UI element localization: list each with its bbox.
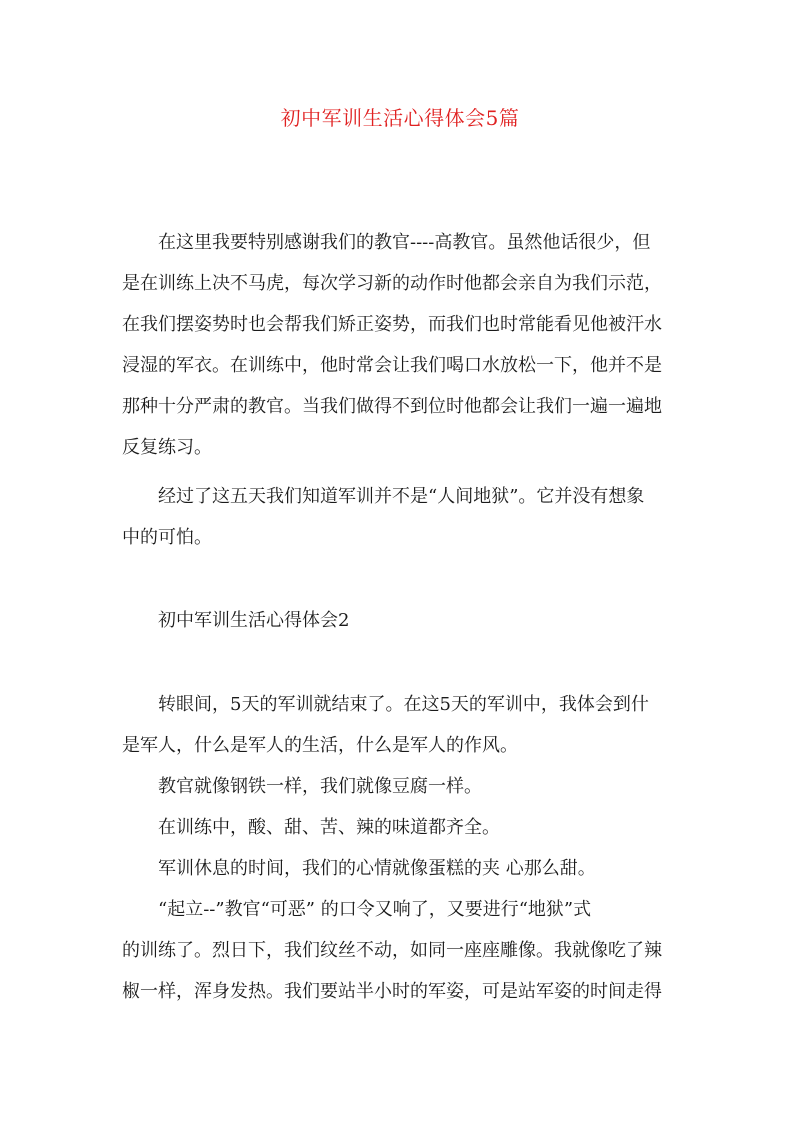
paragraph-1-line: 反复练习。 bbox=[122, 437, 212, 458]
paragraph-5-line: 在训练中，酸、甜、苦、辣的味道都齐全。 bbox=[158, 817, 500, 838]
paragraph-7-line: 椒一样，浑身发热。我们要站半小时的军姿，可是站军姿的时间走得 bbox=[122, 981, 662, 1002]
paragraph-1 bbox=[122, 222, 678, 468]
document-title: 初中军训生活心得体会5篇 bbox=[280, 106, 520, 130]
paragraph-1-line: 在这里我要特别感谢我们的教官----高教官。虽然他话很少，但 bbox=[158, 232, 651, 253]
paragraph-6 bbox=[122, 848, 678, 889]
paragraph-2-line: 中的可怕。 bbox=[122, 527, 212, 548]
paragraph-4 bbox=[122, 766, 678, 807]
paragraph-5 bbox=[122, 807, 678, 848]
paragraph-7-line: “起立--”教官“可恶” 的口令又响了，又要进行“地狱”式 bbox=[158, 899, 592, 920]
section-heading: 初中军训生活心得体会2 bbox=[158, 610, 350, 631]
paragraph-1-line: 那种十分严肃的教官。当我们做得不到位时他都会让我们一遍一遍地 bbox=[122, 396, 662, 417]
paragraph-3-line: 转眼间，5天的军训就结束了。在这5天的军训中，我体会到什 bbox=[158, 694, 649, 715]
paragraph-2-line: 经过了这五天我们知道军训并不是“人间地狱”。它并没有想象 bbox=[158, 486, 645, 507]
paragraph-4-line: 教官就像钢铁一样，我们就像豆腐一样。 bbox=[158, 776, 482, 797]
paragraph-1-line: 是在训练上决不马虎，每次学习新的动作时他都会亲自为我们示范， bbox=[122, 273, 662, 294]
paragraph-3-line: 是军人，什么是军人的生活，什么是军人的作风。 bbox=[122, 735, 518, 756]
paragraph-7 bbox=[122, 889, 678, 1012]
paragraph-7-line: 的训练了。烈日下，我们纹丝不动，如同一座座雕像。我就像吃了辣 bbox=[122, 940, 662, 961]
paragraph-1-line: 浸湿的军衣。在训练中，他时常会让我们喝口水放松一下，他并不是 bbox=[122, 355, 662, 376]
paragraph-3 bbox=[122, 684, 678, 766]
paragraph-2 bbox=[122, 476, 678, 558]
paragraph-1-line: 在我们摆姿势时也会帮我们矫正姿势，而我们也时常能看见他被汗水 bbox=[122, 314, 662, 335]
paragraph-6-line: 军训休息的时间，我们的心情就像蛋糕的夹 心那么甜。 bbox=[158, 858, 596, 879]
